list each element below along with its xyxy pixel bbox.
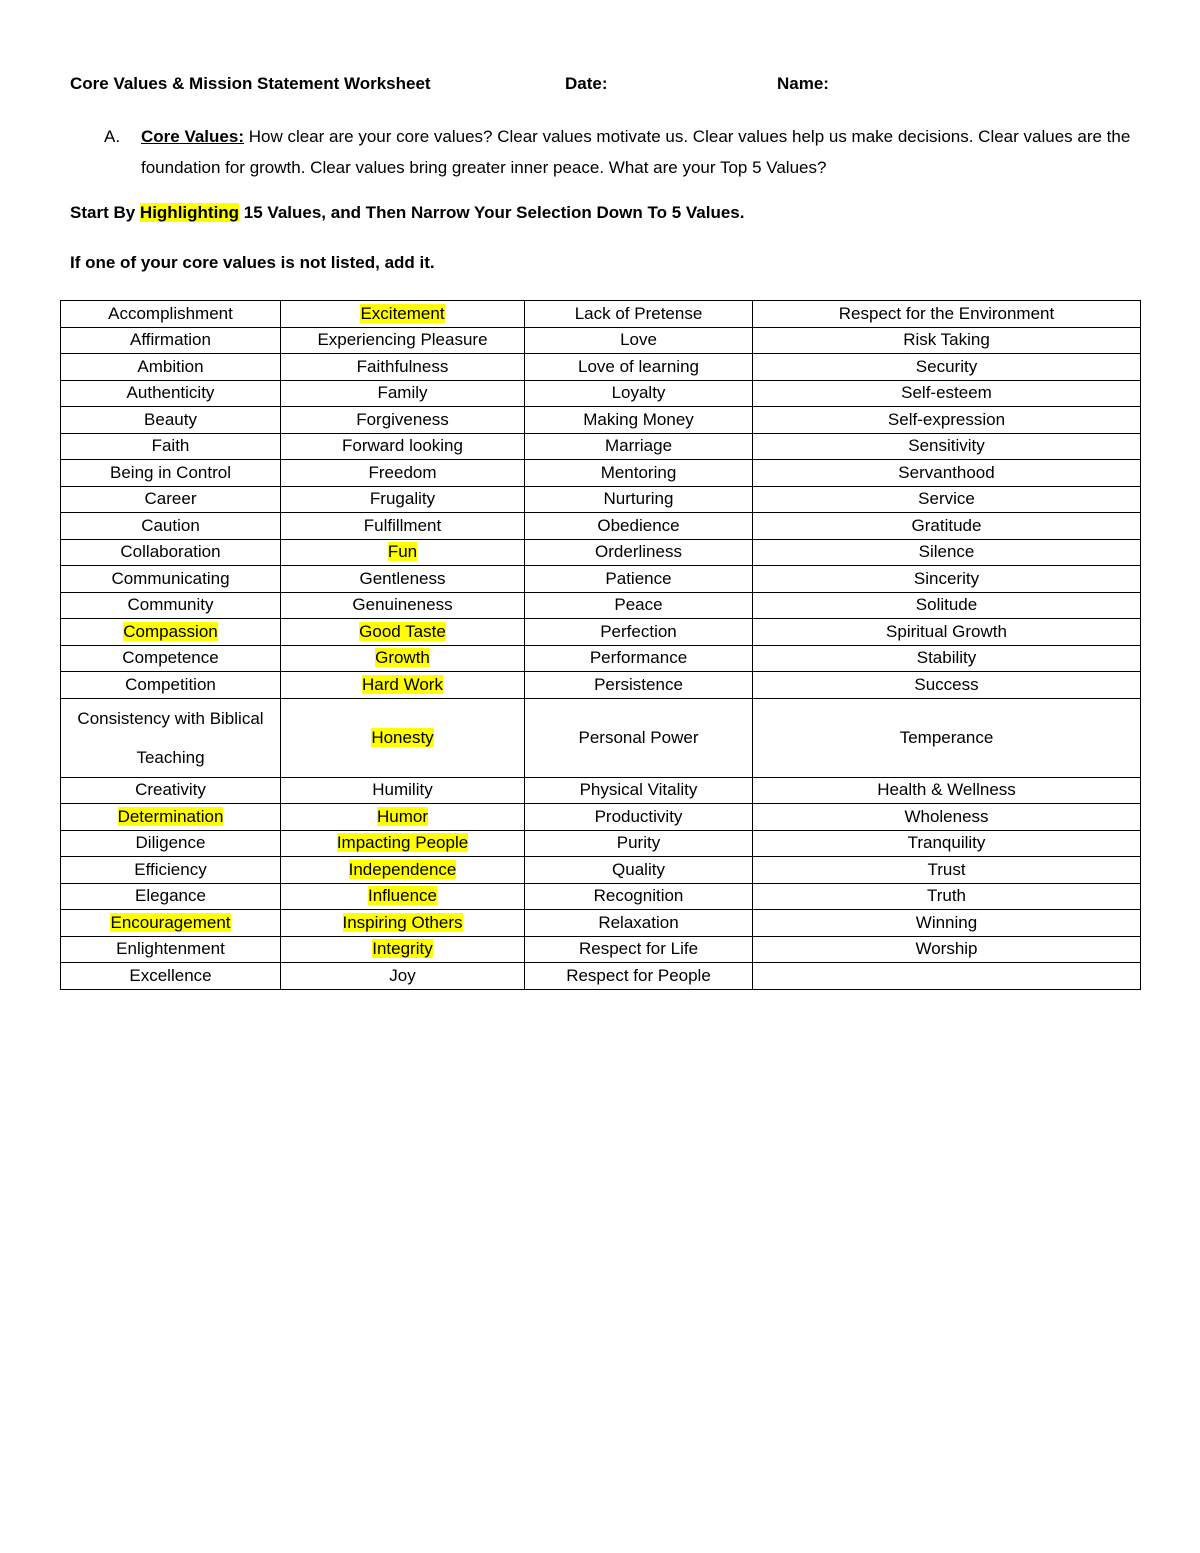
value-text: Humility xyxy=(372,780,433,800)
value-text: Mentoring xyxy=(600,462,677,482)
value-text: Diligence xyxy=(135,833,206,853)
value-text: Efficiency xyxy=(134,859,207,879)
highlighted-value: Encouragement xyxy=(110,912,231,932)
worksheet-header xyxy=(0,74,1200,98)
value-text: Orderliness xyxy=(595,542,682,562)
value-text: Faithfulness xyxy=(356,356,449,376)
value-text: Forgiveness xyxy=(356,409,449,429)
value-cell xyxy=(61,698,281,777)
value-cell xyxy=(61,486,281,513)
value-text: Career xyxy=(144,489,197,509)
value-text: Enlightenment xyxy=(116,939,225,959)
value-cell xyxy=(281,857,525,884)
value-text: Faith xyxy=(151,436,190,456)
value-text: Creativity xyxy=(135,780,206,800)
value-text: Service xyxy=(918,489,975,509)
worksheet-title: Core Values & Mission Statement Worksheet xyxy=(70,74,431,93)
table-row xyxy=(61,883,1141,910)
value-cell xyxy=(525,857,753,884)
value-cell xyxy=(281,327,525,354)
value-cell xyxy=(61,830,281,857)
value-text: Self-expression xyxy=(887,409,1006,429)
value-text: Fulfillment xyxy=(363,515,442,535)
value-cell xyxy=(61,566,281,593)
value-cell xyxy=(281,910,525,937)
value-cell xyxy=(61,380,281,407)
value-text: Competence xyxy=(122,648,219,668)
value-cell xyxy=(281,698,525,777)
value-cell xyxy=(753,936,1141,963)
value-text: Elegance xyxy=(135,886,206,906)
instruction-start: Start By xyxy=(70,203,140,222)
value-text: Gratitude xyxy=(911,515,982,535)
value-cell xyxy=(525,645,753,672)
value-text: Being in Control xyxy=(110,462,231,482)
table-row xyxy=(61,672,1141,699)
value-text: Patience xyxy=(605,568,672,588)
value-text: Tranquility xyxy=(907,833,986,853)
value-text: Physical Vitality xyxy=(579,780,698,800)
value-cell xyxy=(753,513,1141,540)
table-row xyxy=(61,566,1141,593)
value-cell xyxy=(753,963,1141,990)
value-text: Risk Taking xyxy=(903,330,990,350)
value-text: Recognition xyxy=(593,886,684,906)
value-cell xyxy=(281,539,525,566)
value-cell xyxy=(525,486,753,513)
value-cell xyxy=(61,804,281,831)
table-row xyxy=(61,777,1141,804)
value-text: Making Money xyxy=(583,409,694,429)
table-row xyxy=(61,804,1141,831)
value-cell xyxy=(753,354,1141,381)
table-row xyxy=(61,380,1141,407)
value-cell xyxy=(281,407,525,434)
value-text: Joy xyxy=(389,965,416,985)
value-cell xyxy=(753,301,1141,328)
value-text: Freedom xyxy=(368,462,437,482)
value-text: Family xyxy=(377,383,428,403)
value-text: Wholeness xyxy=(904,806,989,826)
table-row xyxy=(61,433,1141,460)
value-cell xyxy=(753,910,1141,937)
value-text: Purity xyxy=(616,833,661,853)
value-cell xyxy=(281,592,525,619)
value-cell xyxy=(61,460,281,487)
table-row xyxy=(61,539,1141,566)
value-cell xyxy=(525,830,753,857)
value-cell xyxy=(525,407,753,434)
value-cell xyxy=(525,804,753,831)
value-cell xyxy=(753,407,1141,434)
core-values-label: Core Values: xyxy=(141,127,244,146)
value-text: Accomplishment xyxy=(108,303,233,323)
value-text: Performance xyxy=(589,648,688,668)
value-cell xyxy=(753,698,1141,777)
table-row xyxy=(61,910,1141,937)
value-text: Persistence xyxy=(594,674,683,694)
highlighted-value: Excitement xyxy=(360,303,445,323)
value-cell xyxy=(61,619,281,646)
value-text: Worship xyxy=(915,939,978,959)
value-cell xyxy=(61,963,281,990)
value-text: Nurturing xyxy=(603,489,674,509)
value-cell xyxy=(753,883,1141,910)
value-cell xyxy=(61,539,281,566)
instruction-end: 15 Values, and Then Narrow Your Selection Down To 5 Values. xyxy=(239,203,745,222)
table-row xyxy=(61,963,1141,990)
value-text: Gentleness xyxy=(359,568,446,588)
value-text: Self-esteem xyxy=(901,383,992,403)
value-cell xyxy=(61,936,281,963)
value-cell xyxy=(753,566,1141,593)
value-text: Caution xyxy=(141,515,200,535)
highlighted-value: Honesty xyxy=(371,727,434,747)
value-cell xyxy=(753,857,1141,884)
value-cell xyxy=(61,327,281,354)
value-text: Quality xyxy=(612,859,665,879)
value-cell xyxy=(281,963,525,990)
value-cell xyxy=(281,883,525,910)
value-cell xyxy=(525,619,753,646)
highlighted-value: Fun xyxy=(387,542,418,562)
value-cell xyxy=(525,592,753,619)
value-cell xyxy=(525,433,753,460)
value-cell xyxy=(525,354,753,381)
instruction-add-value: If one of your core values is not listed, add it. xyxy=(70,253,435,272)
value-text: Excellence xyxy=(129,965,212,985)
value-cell xyxy=(61,777,281,804)
value-text: Relaxation xyxy=(598,912,679,932)
value-text: Success xyxy=(914,674,979,694)
name-label: Name: xyxy=(777,74,829,93)
value-cell xyxy=(525,910,753,937)
table-row xyxy=(61,513,1141,540)
list-marker: A. xyxy=(104,127,121,146)
value-cell xyxy=(281,777,525,804)
value-cell xyxy=(525,936,753,963)
value-text: Community xyxy=(127,595,214,615)
value-text: Silence xyxy=(918,542,975,562)
value-text: Communicating xyxy=(111,568,230,588)
value-text: Lack of Pretense xyxy=(574,303,703,323)
value-cell xyxy=(61,513,281,540)
table-row xyxy=(61,486,1141,513)
value-text: Genuineness xyxy=(352,595,453,615)
highlighted-value: Good Taste xyxy=(359,621,446,641)
value-cell xyxy=(281,301,525,328)
value-cell xyxy=(281,486,525,513)
value-cell xyxy=(525,698,753,777)
value-text: Respect for the Environment xyxy=(838,303,1055,323)
value-text: Stability xyxy=(916,648,977,668)
date-label: Date: xyxy=(565,74,608,93)
value-text: Sincerity xyxy=(913,568,980,588)
value-text: Peace xyxy=(614,595,663,615)
value-text: Competition xyxy=(125,674,216,694)
value-text: Temperance xyxy=(899,727,994,747)
value-cell xyxy=(61,433,281,460)
value-text: Experiencing Pleasure xyxy=(317,330,488,350)
value-cell xyxy=(525,380,753,407)
value-cell xyxy=(525,327,753,354)
highlighted-value: Inspiring Others xyxy=(342,912,463,932)
value-text: Beauty xyxy=(144,409,197,429)
value-cell xyxy=(525,513,753,540)
value-cell xyxy=(753,777,1141,804)
value-cell xyxy=(525,460,753,487)
highlighted-value: Compassion xyxy=(123,621,218,641)
value-cell xyxy=(281,672,525,699)
core-values-text: How clear are your core values? Clear values motivate us. Clear values help us make decisions. Clear values are the foundation for growth. Clear values bring greater inner peace. What are your Top 5 Values? xyxy=(141,127,1131,177)
value-cell xyxy=(753,592,1141,619)
value-cell xyxy=(61,592,281,619)
highlighted-value: Determination xyxy=(117,806,224,826)
value-cell xyxy=(281,380,525,407)
value-text: Trust xyxy=(927,859,966,879)
highlighted-value: Influence xyxy=(368,886,437,906)
value-text: Consistency with Biblical Teaching xyxy=(77,708,264,767)
highlighted-value: Impacting People xyxy=(336,833,469,853)
highlighted-value: Independence xyxy=(348,859,457,879)
instruction-highlight xyxy=(70,203,744,223)
table-row xyxy=(61,698,1141,777)
value-text: Love xyxy=(620,330,657,350)
value-text: Spiritual Growth xyxy=(886,621,1007,641)
value-cell xyxy=(525,963,753,990)
value-text: Security xyxy=(915,356,978,376)
value-cell xyxy=(61,857,281,884)
value-cell xyxy=(525,301,753,328)
value-text: Marriage xyxy=(604,436,673,456)
value-cell xyxy=(281,804,525,831)
value-text: Sensitivity xyxy=(908,436,985,456)
value-text: Productivity xyxy=(594,806,683,826)
value-text: Servanthood xyxy=(898,462,995,482)
value-cell xyxy=(753,619,1141,646)
value-cell xyxy=(281,433,525,460)
value-text: Respect for Life xyxy=(578,939,699,959)
value-cell xyxy=(281,645,525,672)
table-row xyxy=(61,619,1141,646)
table-row xyxy=(61,936,1141,963)
table-row xyxy=(61,301,1141,328)
table-row xyxy=(61,592,1141,619)
table-row xyxy=(61,460,1141,487)
value-cell xyxy=(525,883,753,910)
value-cell xyxy=(753,460,1141,487)
table-row xyxy=(61,857,1141,884)
instruction-highlight-word: Highlighting xyxy=(139,203,240,222)
value-cell xyxy=(61,672,281,699)
value-cell xyxy=(281,830,525,857)
value-cell xyxy=(753,327,1141,354)
value-cell xyxy=(61,301,281,328)
value-text: Obedience xyxy=(597,515,680,535)
value-cell xyxy=(61,645,281,672)
value-cell xyxy=(525,566,753,593)
value-text: Forward looking xyxy=(342,436,463,456)
value-text: Personal Power xyxy=(578,727,699,747)
value-cell xyxy=(525,539,753,566)
value-text: Ambition xyxy=(137,356,204,376)
value-cell xyxy=(753,645,1141,672)
value-text: Perfection xyxy=(600,621,677,641)
core-values-paragraph xyxy=(141,121,1141,183)
value-cell xyxy=(753,380,1141,407)
value-text: Solitude xyxy=(915,595,978,615)
value-text: Loyalty xyxy=(611,383,666,403)
value-text: Frugality xyxy=(369,489,436,509)
value-cell xyxy=(753,804,1141,831)
value-cell xyxy=(281,513,525,540)
highlighted-value: Integrity xyxy=(372,939,433,959)
highlighted-value: Hard Work xyxy=(362,674,443,694)
value-cell xyxy=(753,433,1141,460)
value-cell xyxy=(281,566,525,593)
value-cell xyxy=(281,619,525,646)
value-cell xyxy=(753,539,1141,566)
table-row xyxy=(61,407,1141,434)
highlighted-value: Growth xyxy=(375,648,430,668)
value-cell xyxy=(753,830,1141,857)
table-row xyxy=(61,354,1141,381)
table-row xyxy=(61,830,1141,857)
value-cell xyxy=(525,777,753,804)
value-text: Winning xyxy=(915,912,978,932)
value-cell xyxy=(61,910,281,937)
value-cell xyxy=(753,486,1141,513)
value-cell xyxy=(61,883,281,910)
highlighted-value: Humor xyxy=(376,806,428,826)
value-text: Respect for People xyxy=(566,965,711,985)
value-cell xyxy=(61,354,281,381)
table-row xyxy=(61,645,1141,672)
value-cell xyxy=(61,407,281,434)
value-cell xyxy=(281,936,525,963)
value-text: Health & Wellness xyxy=(877,780,1016,800)
value-text: Love of learning xyxy=(578,356,699,376)
value-text: Authenticity xyxy=(126,383,215,403)
value-text: Affirmation xyxy=(130,330,211,350)
value-text: Collaboration xyxy=(120,542,221,562)
table-row xyxy=(61,327,1141,354)
value-text: Truth xyxy=(926,886,967,906)
values-table xyxy=(60,300,1141,990)
value-cell xyxy=(281,460,525,487)
value-cell xyxy=(281,354,525,381)
value-cell xyxy=(753,672,1141,699)
value-cell xyxy=(525,672,753,699)
